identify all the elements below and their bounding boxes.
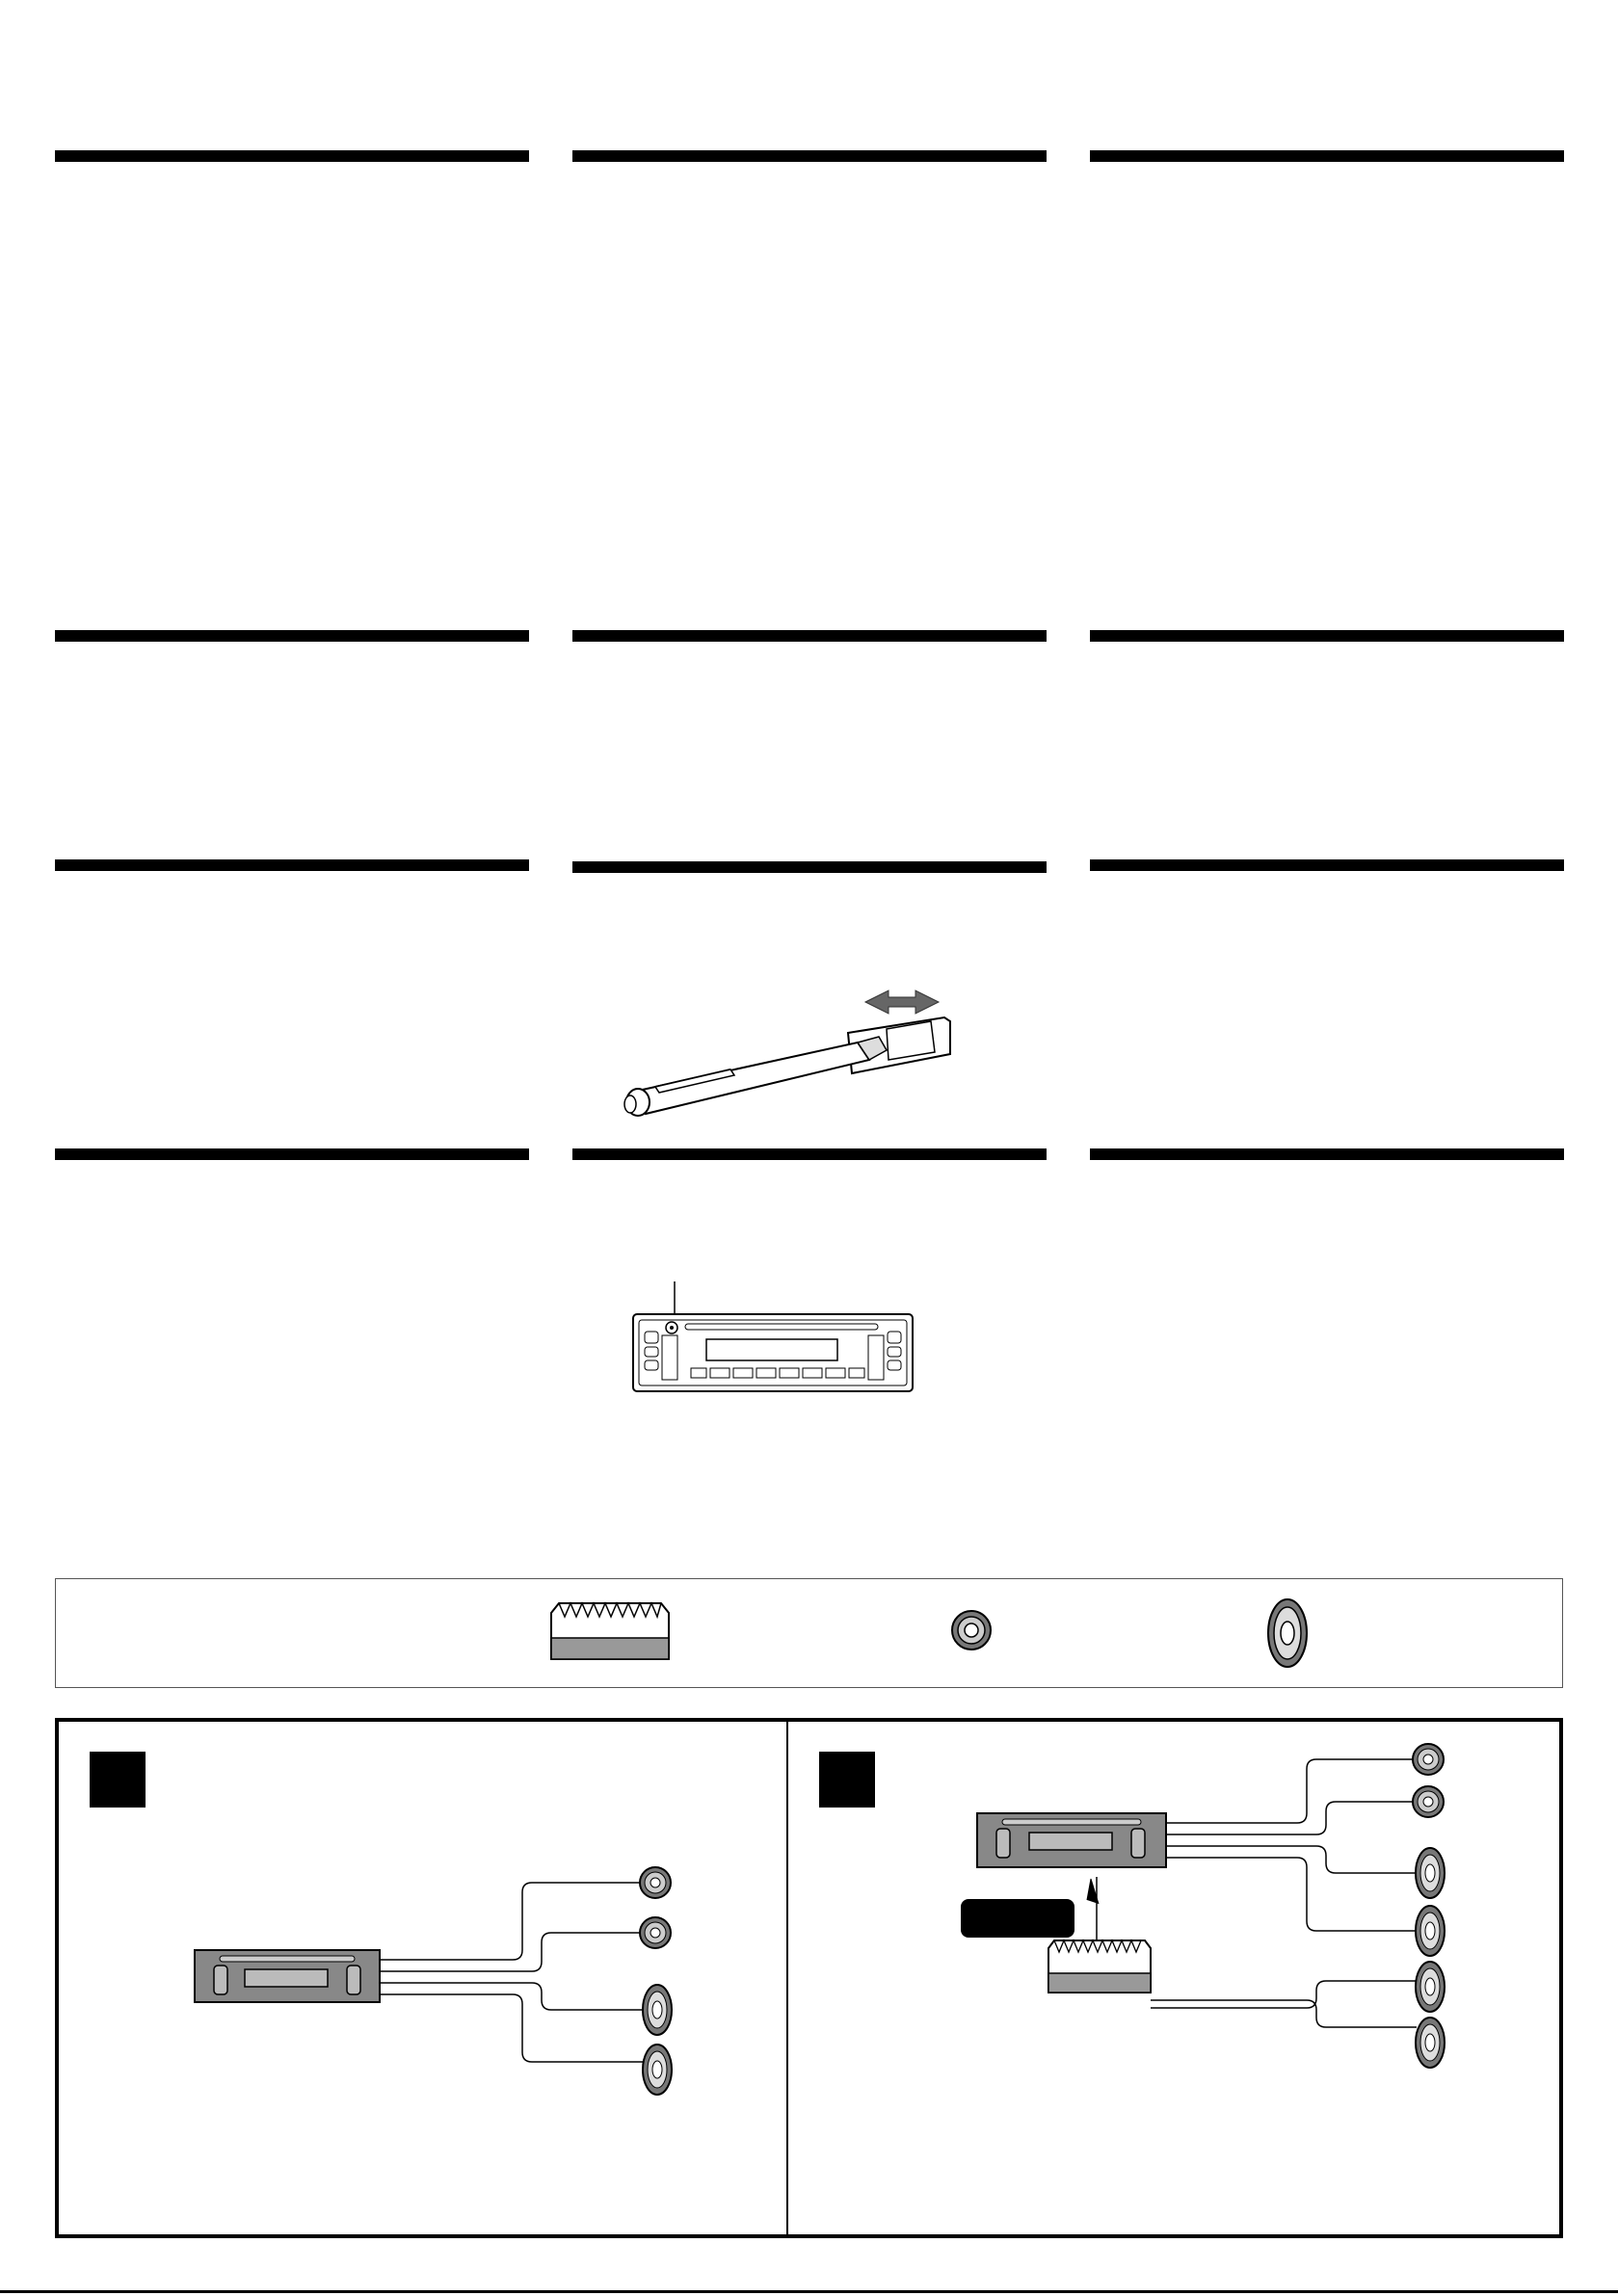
section-rule-1b xyxy=(572,150,1047,162)
amplifier-wires xyxy=(1151,1981,1417,2027)
speaker-icon xyxy=(1262,1596,1311,1671)
speaker-icon xyxy=(1416,1848,1445,1898)
speaker-icon xyxy=(1416,1962,1445,2012)
speaker-icon xyxy=(1416,1906,1445,1956)
wiring-diagram-b xyxy=(973,1734,1484,2081)
section-rule-4c xyxy=(1090,1148,1564,1160)
section-rule-4b xyxy=(572,1148,1047,1160)
section-rule-3a xyxy=(55,859,529,871)
head-unit-icon xyxy=(195,1950,380,2002)
speaker-icon xyxy=(643,1985,672,2035)
component-legend xyxy=(55,1578,1563,1688)
slide-arrow-icon xyxy=(865,990,939,1014)
tweeter-icon xyxy=(640,1867,671,1898)
head-unit-icon xyxy=(977,1813,1166,1867)
section-rule-1c xyxy=(1090,150,1564,162)
display-window xyxy=(706,1339,837,1360)
section-rule-2a xyxy=(55,630,529,642)
wiring-diagram-a xyxy=(191,1863,692,2104)
wiring-divider xyxy=(786,1718,788,2238)
amplifier-icon xyxy=(547,1599,673,1667)
wires xyxy=(1151,1759,1417,1966)
diagram-marker-a xyxy=(90,1752,146,1808)
section-rule-4a xyxy=(55,1148,529,1160)
wires xyxy=(380,1883,644,2062)
front-panel-illustration xyxy=(631,1281,920,1397)
tweeter-icon xyxy=(1413,1786,1444,1817)
tweeter-icon xyxy=(1413,1744,1444,1775)
tweeter-icon xyxy=(948,1607,993,1653)
speaker-icon xyxy=(643,2045,672,2095)
section-rule-2c xyxy=(1090,630,1564,642)
page-bottom-rule xyxy=(0,2290,1618,2293)
section-rule-3b xyxy=(572,861,1047,873)
section-rule-1a xyxy=(55,150,529,162)
section-rule-3c xyxy=(1090,859,1564,871)
amp-speaker-wires xyxy=(1151,1950,1417,1996)
speaker-icon xyxy=(1416,2018,1445,2068)
pen-tool-illustration xyxy=(617,973,973,1127)
amplifier-icon xyxy=(1048,1940,1151,1993)
tweeter-icon xyxy=(640,1917,671,1948)
section-rule-2b xyxy=(572,630,1047,642)
diagram-marker-b xyxy=(819,1752,875,1808)
